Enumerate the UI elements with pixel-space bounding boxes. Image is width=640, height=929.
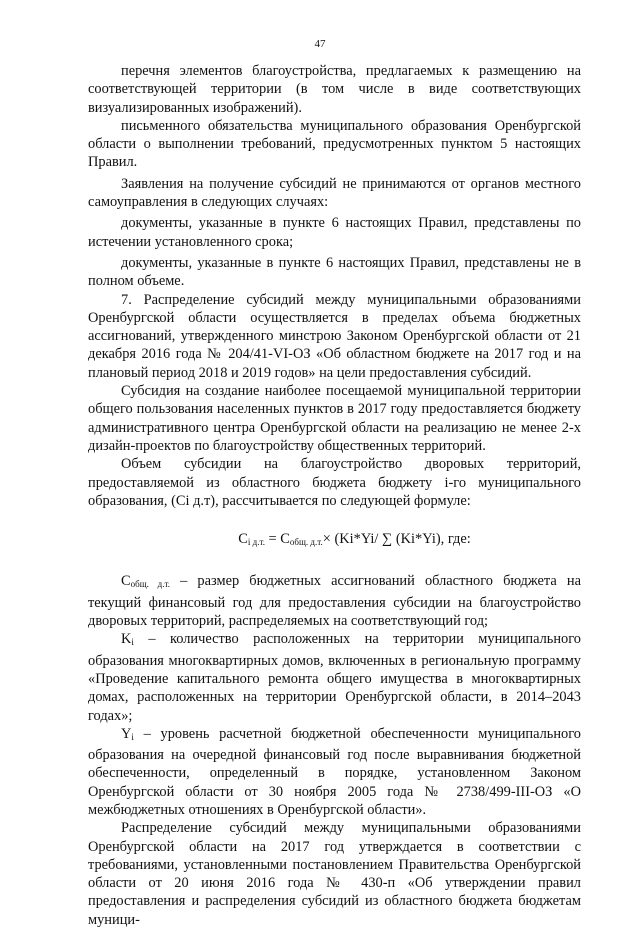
paragraph-1: перечня элементов благоустройства, предлагаемых к размещению на соответствующей территории (в том числе в виде соответствующих визуализированных изображений). bbox=[88, 63, 581, 116]
paragraph-2: письменного обязательства муниципального образования Оренбургской области о выполнении требований, предусмотренных пунктом 5 настоящих Правил. bbox=[88, 117, 581, 171]
definition-k bbox=[88, 630, 581, 724]
page-number: 47 bbox=[314, 38, 326, 50]
formula-equals: = C bbox=[264, 531, 290, 548]
definition-text: – размер бюджетных ассигнований областного бюджета на текущий финансовый год для предоставления субсидии на благоустройство дворовых территорий, распределяемых на соответствующий год; bbox=[88, 573, 581, 630]
definition-symbol: Y bbox=[121, 725, 132, 742]
definition-symbol: K bbox=[121, 631, 132, 648]
definition-symbol-subscript: общ. д.т. bbox=[130, 579, 170, 590]
paragraph-7: Субсидия на создание наиболее посещаемой муниципальной территории общего пользования населенных пунктов в 2017 году предоставляется бюджету административного центра Оренбургской области на реализацию не менее 2-х дизайн-проектов по благоустройству общественных территорий. bbox=[88, 383, 581, 454]
formula-total-subscript: общ. д.т. bbox=[289, 537, 323, 548]
formula-rhs: × (Ki*Yi/ ∑ (Ki*Yi), где: bbox=[322, 531, 471, 548]
definition-y bbox=[88, 725, 581, 819]
paragraph-8: Объем субсидии на благоустройство дворовых территорий, предоставляемой из областного бюджета бюджету i-го муниципального образования, (Ci д.т), рассчитывается по следующей формуле: bbox=[88, 456, 581, 509]
definition-total bbox=[88, 572, 581, 630]
definition-symbol: C bbox=[121, 573, 131, 590]
document-body bbox=[88, 62, 581, 929]
definition-symbol-subscript: i bbox=[131, 731, 134, 742]
paragraph-final: Распределение субсидий между муниципальными образованиями Оренбургской области на 2017 год утверждается в соответствии с требованиями, установленными постановлением Правительства Оренбургской области от 20 июня 2016 года № 430-п «Об утверждении правил предоставления и распределения субсидий из областного бюджета бюджетам муници- bbox=[88, 820, 581, 928]
paragraph-3: Заявления на получение субсидий не принимаются от органов местного самоуправления в следующих случаях: bbox=[88, 175, 581, 211]
formula-lhs-subscript: i д.т. bbox=[247, 537, 265, 548]
formula-lhs: C bbox=[238, 531, 248, 548]
definition-text: – уровень расчетной бюджетной обеспеченности муниципального образования на очередной финансовый год после выравнивания бюджетной обеспеченности, определенный в порядке, установленном Законом Оренбургской области от 30 ноября 2005 года № 2738/499-III-ОЗ «О межбюджетных отношениях в Оренбургской области». bbox=[88, 725, 581, 818]
paragraph-6: 7. Распределение субсидий между муниципальными образованиями Оренбургской области осуществляется в пределах объема бюджетных ассигнований, утвержденного минстрою Законом Оренбургской области от 21 декабря 2016 года № 204/41-VI-ОЗ «Об областном бюджете на 2017 год и на плановый период 2018 и 2019 годов» на цели предоставления субсидий. bbox=[88, 291, 581, 381]
formula bbox=[88, 530, 581, 551]
paragraph-5: документы, указанные в пункте 6 настоящих Правил, представлены не в полном объеме. bbox=[88, 254, 581, 290]
definition-symbol-subscript: i bbox=[131, 637, 134, 648]
definition-text: – количество расположенных на территории муниципального образования многоквартирных домов, включенных в региональную программу «Проведение капитального ремонта общего имущества в многоквартирных домах, расположенных на территории Оренбургской области, в 2014–2043 годах»; bbox=[88, 631, 581, 724]
paragraph-4: документы, указанные в пункте 6 настоящих Правил, представлены по истечении установленного срока; bbox=[88, 215, 581, 250]
